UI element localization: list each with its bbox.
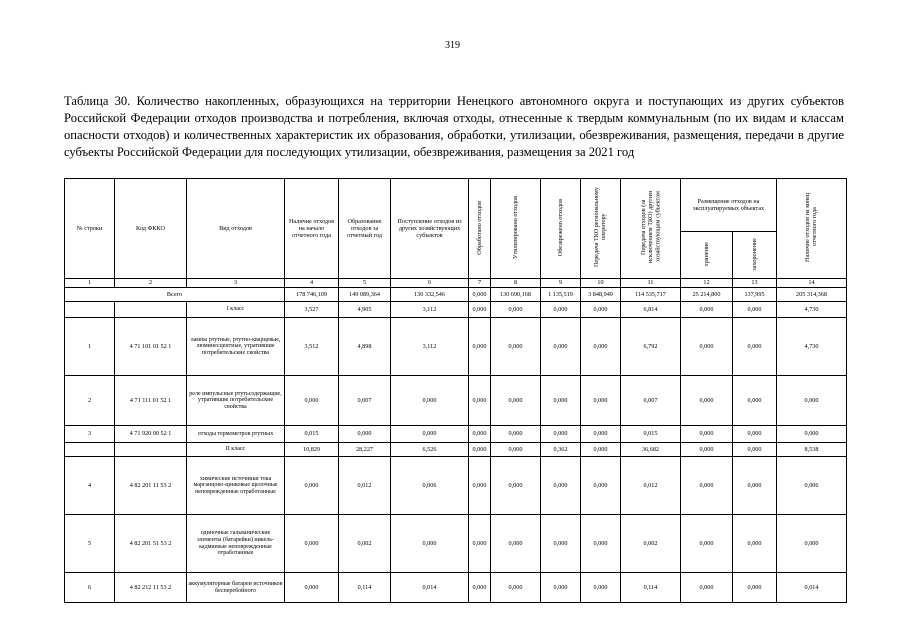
value-cell: 0,000 bbox=[581, 376, 621, 426]
value-cell: 0,000 bbox=[285, 573, 339, 603]
value-cell: 28,227 bbox=[339, 443, 391, 457]
row-number bbox=[65, 443, 115, 457]
value-cell: 10,829 bbox=[285, 443, 339, 457]
value-cell: 8,538 bbox=[777, 443, 847, 457]
value-cell: 0,015 bbox=[285, 426, 339, 443]
value-cell: 0,007 bbox=[339, 376, 391, 426]
value-cell: 0,000 bbox=[681, 457, 733, 515]
row-number: 6 bbox=[65, 573, 115, 603]
value-cell: 0,000 bbox=[581, 426, 621, 443]
value-cell: 0,000 bbox=[491, 426, 541, 443]
column-number: 4 bbox=[285, 279, 339, 288]
row-number: 1 bbox=[65, 318, 115, 376]
total-cell: 205 314,368 bbox=[777, 288, 847, 302]
value-cell: 0,000 bbox=[733, 573, 777, 603]
value-cell: 0,000 bbox=[541, 376, 581, 426]
value-cell: 0,000 bbox=[491, 443, 541, 457]
value-cell: 0,000 bbox=[733, 318, 777, 376]
table-caption: Таблица 30. Количество накопленных, образующихся на территории Ненецкого автономного округа и поступающих из других субъектов Российской Федерации отходов производства и потребления, включая отходы, отнесенные к твердым коммунальным (по их видам и классам опасности отходов) и количественных характеристик их образования, обработки, утилизации, обезвреживания, размещения, передачи в другие субъекты Российской Федерации для последующих утилизации, обезвреживания, размещения за 2021 год bbox=[64, 94, 844, 159]
value-cell: 4,898 bbox=[339, 318, 391, 376]
value-cell: 3,527 bbox=[285, 302, 339, 318]
value-cell: 0,000 bbox=[469, 376, 491, 426]
waste-name: лампы ртутные, ртутно-кварцевые, люминесцентные, утратившие потребительские свойства bbox=[187, 318, 285, 376]
fkko-code: 4 71 101 01 52 1 bbox=[115, 318, 187, 376]
row-number: 3 bbox=[65, 426, 115, 443]
value-cell: 0,000 bbox=[339, 426, 391, 443]
header-neutralized: Обезврежено отходов bbox=[541, 179, 581, 279]
value-cell: 0,000 bbox=[469, 443, 491, 457]
value-cell: 0,000 bbox=[491, 376, 541, 426]
value-cell: 0,000 bbox=[733, 457, 777, 515]
value-cell: 3,112 bbox=[391, 302, 469, 318]
value-cell: 0,000 bbox=[491, 515, 541, 573]
table-row bbox=[65, 318, 847, 376]
value-cell: 0,000 bbox=[469, 515, 491, 573]
value-cell: 3,512 bbox=[285, 318, 339, 376]
value-cell: 6,814 bbox=[621, 302, 681, 318]
total-cell: 114 535,717 bbox=[621, 288, 681, 302]
value-cell: 0,000 bbox=[681, 573, 733, 603]
column-number: 12 bbox=[681, 279, 733, 288]
class-subtotal-row bbox=[65, 443, 847, 457]
value-cell: 0,000 bbox=[777, 376, 847, 426]
value-cell: 0,000 bbox=[777, 426, 847, 443]
header-placement: Размещение отходов на эксплуатируемых объектах bbox=[681, 179, 777, 232]
column-number: 7 bbox=[469, 279, 491, 288]
value-cell: 0,000 bbox=[469, 457, 491, 515]
value-cell: 0,000 bbox=[541, 573, 581, 603]
fkko-code: 4 82 201 51 53 2 bbox=[115, 515, 187, 573]
total-cell: 130 690,168 bbox=[491, 288, 541, 302]
value-cell: 0,000 bbox=[469, 318, 491, 376]
column-number: 10 bbox=[581, 279, 621, 288]
fkko-code: 4 82 201 11 53 2 bbox=[115, 457, 187, 515]
total-cell: 3 848,949 bbox=[581, 288, 621, 302]
waste-name: реле импульсные ртутьсодержащие, утратившие потребительские свойства bbox=[187, 376, 285, 426]
value-cell: 0,000 bbox=[581, 515, 621, 573]
value-cell: 0,000 bbox=[391, 426, 469, 443]
class-subtotal-row bbox=[65, 302, 847, 318]
value-cell: 0,000 bbox=[491, 573, 541, 603]
value-cell: 0,015 bbox=[621, 426, 681, 443]
column-number: 9 bbox=[541, 279, 581, 288]
column-number: 5 bbox=[339, 279, 391, 288]
value-cell: 4,730 bbox=[777, 318, 847, 376]
waste-name: химические источники тока марганцово-цинковые щелочные неповрежденные отработанные bbox=[187, 457, 285, 515]
value-cell: 0,000 bbox=[491, 302, 541, 318]
waste-name: отходы термометров ртутных bbox=[187, 426, 285, 443]
value-cell: 0,000 bbox=[681, 443, 733, 457]
page-number: 319 bbox=[445, 40, 460, 51]
column-number: 13 bbox=[733, 279, 777, 288]
fkko-code: 4 71 111 01 52 1 bbox=[115, 376, 187, 426]
value-cell: 0,006 bbox=[391, 457, 469, 515]
value-cell: 0,000 bbox=[541, 515, 581, 573]
value-cell: 4,730 bbox=[777, 302, 847, 318]
total-cell: 178 746,109 bbox=[285, 288, 339, 302]
total-cell: 130 332,546 bbox=[391, 288, 469, 302]
value-cell: 0,000 bbox=[581, 443, 621, 457]
row-number: 5 bbox=[65, 515, 115, 573]
value-cell: 0,000 bbox=[581, 318, 621, 376]
value-cell: 6,526 bbox=[391, 443, 469, 457]
waste-table bbox=[64, 178, 847, 603]
table-row bbox=[65, 426, 847, 443]
value-cell: 0,014 bbox=[777, 573, 847, 603]
value-cell: 0,000 bbox=[777, 515, 847, 573]
row-number: 2 bbox=[65, 376, 115, 426]
waste-name: I класс bbox=[187, 302, 285, 318]
value-cell: 0,000 bbox=[681, 515, 733, 573]
value-cell: 0,000 bbox=[681, 376, 733, 426]
waste-name: II класс bbox=[187, 443, 285, 457]
column-number: 14 bbox=[777, 279, 847, 288]
value-cell: 0,012 bbox=[339, 457, 391, 515]
row-number: 4 bbox=[65, 457, 115, 515]
table-row bbox=[65, 573, 847, 603]
value-cell: 0,000 bbox=[285, 376, 339, 426]
value-cell: 0,000 bbox=[581, 573, 621, 603]
fkko-code: 4 71 920 00 52 1 bbox=[115, 426, 187, 443]
value-cell: 0,000 bbox=[681, 302, 733, 318]
header-burial: захоронение bbox=[733, 232, 777, 279]
value-cell: 0,114 bbox=[339, 573, 391, 603]
fkko-code bbox=[115, 443, 187, 457]
value-cell: 4,905 bbox=[339, 302, 391, 318]
value-cell: 0,006 bbox=[777, 457, 847, 515]
value-cell: 0,000 bbox=[733, 515, 777, 573]
column-number: 2 bbox=[115, 279, 187, 288]
waste-name: одиночные гальванические элементы (батарейки) никель-кадмиевые неповрежденные отработанные bbox=[187, 515, 285, 573]
fkko-code bbox=[115, 302, 187, 318]
header-utilized: Утилизировано отходов bbox=[491, 179, 541, 279]
header-row bbox=[65, 179, 847, 232]
value-cell: 0,000 bbox=[391, 376, 469, 426]
value-cell: 0,000 bbox=[733, 426, 777, 443]
value-cell: 0,000 bbox=[285, 457, 339, 515]
total-cell: 25 214,800 bbox=[681, 288, 733, 302]
value-cell: 0,000 bbox=[581, 302, 621, 318]
value-cell: 0,114 bbox=[621, 573, 681, 603]
value-cell: 0,000 bbox=[733, 376, 777, 426]
value-cell: 0,000 bbox=[733, 302, 777, 318]
value-cell: 3,112 bbox=[391, 318, 469, 376]
value-cell: 0,000 bbox=[469, 302, 491, 318]
value-cell: 0,000 bbox=[541, 426, 581, 443]
value-cell: 0,000 bbox=[541, 457, 581, 515]
value-cell: 0,000 bbox=[391, 515, 469, 573]
column-number: 3 bbox=[187, 279, 285, 288]
header-transferred: Передача отходов (за исключением ТКО) другим хозяйствующим субъектам bbox=[621, 179, 681, 279]
header-formed: Образование отходов за отчетный год bbox=[339, 179, 391, 279]
value-cell: 0,002 bbox=[339, 515, 391, 573]
column-numbers-row bbox=[65, 279, 847, 288]
value-cell: 0,000 bbox=[681, 426, 733, 443]
header-storage: хранение bbox=[681, 232, 733, 279]
value-cell: 0,000 bbox=[491, 457, 541, 515]
table-row bbox=[65, 376, 847, 426]
total-cell: 0,000 bbox=[469, 288, 491, 302]
header-row-no: № строки bbox=[65, 179, 115, 279]
column-number: 6 bbox=[391, 279, 469, 288]
value-cell: 0,000 bbox=[541, 318, 581, 376]
row-number bbox=[65, 302, 115, 318]
total-label: Всего bbox=[65, 288, 285, 302]
column-number: 8 bbox=[491, 279, 541, 288]
value-cell: 0,000 bbox=[285, 515, 339, 573]
total-row bbox=[65, 288, 847, 302]
header-fkko: Код ФККО bbox=[115, 179, 187, 279]
waste-name: аккумуляторные батареи источников бесперебойного bbox=[187, 573, 285, 603]
value-cell: 0,000 bbox=[733, 443, 777, 457]
value-cell: 0,000 bbox=[541, 302, 581, 318]
value-cell: 36,682 bbox=[621, 443, 681, 457]
total-cell: 137,995 bbox=[733, 288, 777, 302]
header-waste-type: Вид отходов bbox=[187, 179, 285, 279]
value-cell: 0,014 bbox=[391, 573, 469, 603]
header-received: Поступление отходов из других хозяйствующих субъектов bbox=[391, 179, 469, 279]
column-number: 11 bbox=[621, 279, 681, 288]
value-cell: 0,000 bbox=[581, 457, 621, 515]
value-cell: 0,002 bbox=[621, 515, 681, 573]
header-processed: Обработано отходов bbox=[469, 179, 491, 279]
value-cell: 0,000 bbox=[681, 318, 733, 376]
value-cell: 0,000 bbox=[469, 573, 491, 603]
table-row bbox=[65, 457, 847, 515]
header-start: Наличие отходов на начало отчетного года bbox=[285, 179, 339, 279]
value-cell: 0,012 bbox=[621, 457, 681, 515]
header-to-operator: Передача ТКО региональному оператору bbox=[581, 179, 621, 279]
value-cell: 0,007 bbox=[621, 376, 681, 426]
table-row bbox=[65, 515, 847, 573]
value-cell: 0,362 bbox=[541, 443, 581, 457]
total-cell: 149 089,364 bbox=[339, 288, 391, 302]
header-end: Наличие отходов на конец отчетного года bbox=[777, 179, 847, 279]
total-cell: 1 135,519 bbox=[541, 288, 581, 302]
column-number: 1 bbox=[65, 279, 115, 288]
value-cell: 0,000 bbox=[469, 426, 491, 443]
value-cell: 6,792 bbox=[621, 318, 681, 376]
value-cell: 0,000 bbox=[491, 318, 541, 376]
fkko-code: 4 82 212 11 53 2 bbox=[115, 573, 187, 603]
